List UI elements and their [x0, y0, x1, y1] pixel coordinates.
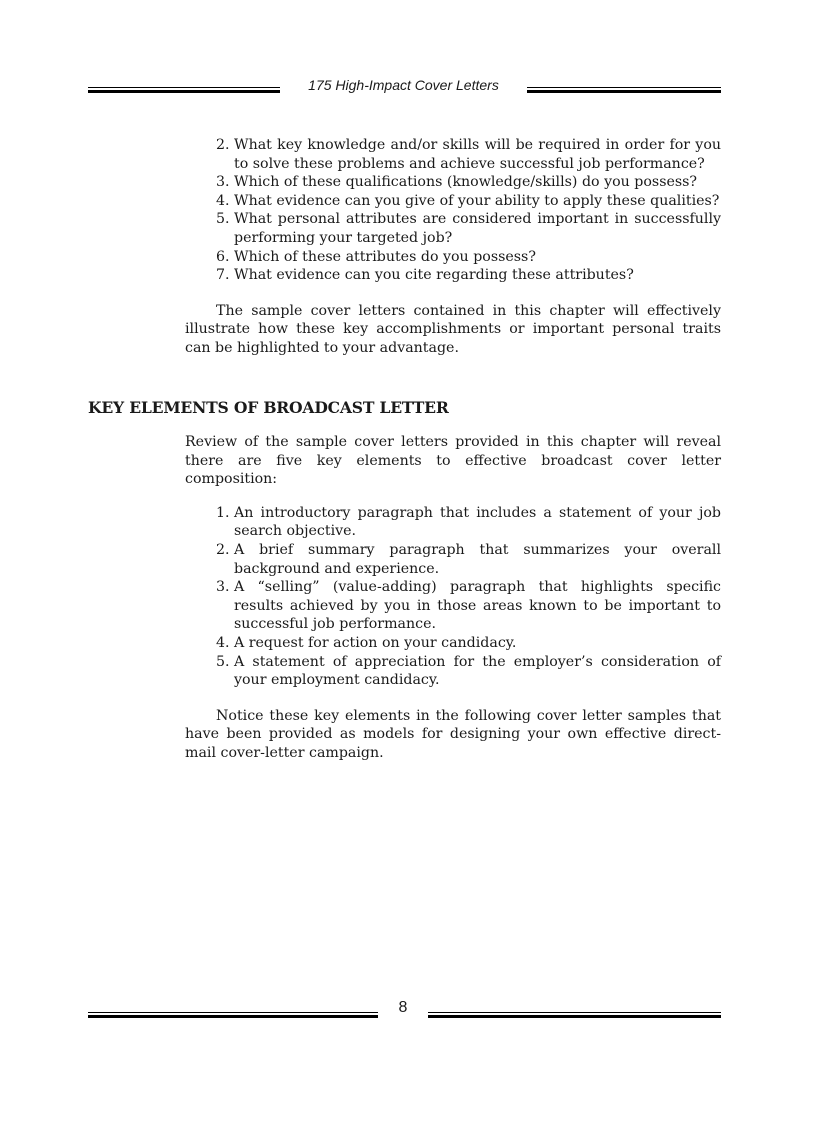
list-item: 7. What evidence can you cite regarding these attributes?	[216, 267, 634, 284]
questions-list	[185, 136, 721, 285]
section-heading: KEY ELEMENTS OF BROADCAST LETTER	[88, 398, 449, 417]
list-item: 3. A “selling” (value-adding) paragraph that highlights specific results achieved by you in those areas known to be important to successful job performance.	[216, 579, 721, 633]
list-item: 5. What personal attributes are considered important in successfully performing your targeted job?	[216, 211, 721, 246]
running-header-title: 175 High-Impact Cover Letters	[308, 77, 499, 93]
list-item: 4. A request for action on your candidacy.	[216, 634, 517, 651]
list-item: 2. What key knowledge and/or skills will be required in order for you to solve these problems and achieve successful job performance?	[216, 137, 721, 172]
list-item: 6. Which of these attributes do you possess?	[216, 248, 536, 265]
header-rule-right	[527, 87, 721, 93]
elements-list	[185, 504, 721, 690]
header-rule-left	[88, 87, 280, 93]
paragraph-intro: Review of the sample cover letters provided in this chapter will reveal there are five key elements to effective broadcast cover letter composition:	[185, 434, 721, 488]
paragraph-sample-letters: The sample cover letters contained in this chapter will effectively illustrate how these key accomplishments or important personal traits can be highlighted to your advantage.	[185, 302, 721, 356]
paragraph-notice: Notice these key elements in the following cover letter samples that have been provided as models for designing your own effective direct-mail cover-letter campaign.	[185, 707, 721, 761]
page-content-section	[185, 433, 721, 763]
list-item: 5. A statement of appreciation for the employer’s consideration of your employment candidacy.	[216, 653, 721, 689]
list-item: 4. What evidence can you give of your ability to apply these qualities?	[216, 192, 720, 209]
page-footer	[88, 998, 721, 1024]
running-header	[88, 76, 721, 100]
list-item: 2. A brief summary paragraph that summarizes your overall background and experience.	[216, 541, 721, 577]
footer-rule-left	[88, 1012, 378, 1018]
footer-rule-right	[428, 1012, 721, 1018]
list-item: 1. An introductory paragraph that includes a statement of your job search objective.	[216, 504, 721, 540]
page-content	[185, 136, 721, 358]
list-item: 3. Which of these qualifications (knowledge/skills) do you possess?	[216, 174, 698, 191]
page-number: 8	[398, 999, 408, 1016]
